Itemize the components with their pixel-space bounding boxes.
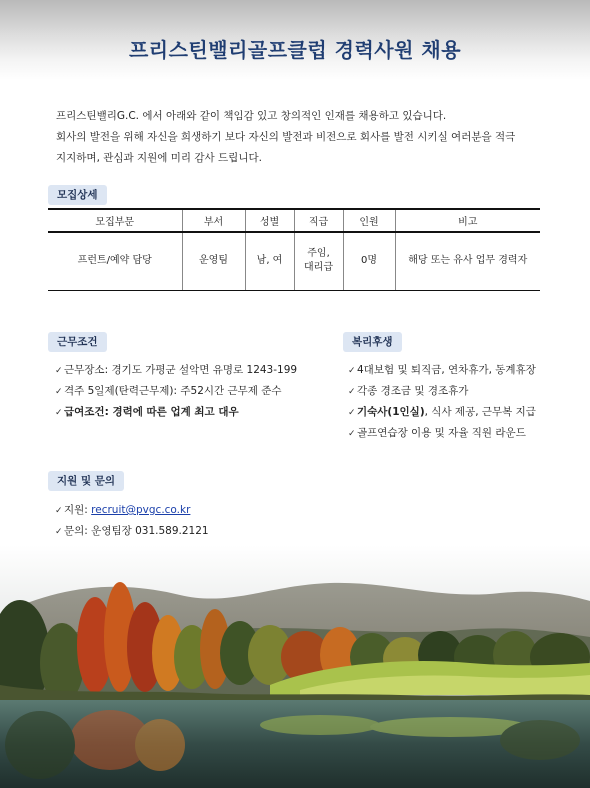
section-heading-conditions: 근무조건 (48, 332, 107, 352)
check-mark-icon: ✓ (55, 387, 63, 397)
intro-line: 프리스틴밸리G.C. 에서 아래와 같이 책임감 있고 창의적인 인재를 채용하고 있습니다. (56, 110, 447, 122)
cell-gender: 남, 여 (245, 232, 294, 290)
conditions-list (55, 360, 297, 423)
check-mark-icon: ✓ (55, 506, 63, 516)
list-item: ✓지원: recruit@pvgc.co.kr (55, 500, 209, 521)
check-mark-icon: ✓ (55, 366, 63, 376)
page-title: 프리스틴밸리골프클럽 경력사원 채용 (128, 38, 462, 62)
recruit-table (48, 208, 540, 291)
column-header: 모집부문 (48, 209, 182, 232)
intro-text (56, 106, 538, 169)
table-row (48, 232, 540, 290)
check-mark-icon: ✓ (348, 408, 356, 418)
cell-rank (294, 232, 343, 290)
check-mark-icon: ✓ (348, 429, 356, 439)
column-header: 비고 (395, 209, 540, 232)
list-item: ✓근무장소: 경기도 가평군 설악면 유명로 1243-199 (55, 360, 297, 381)
rank-line: 대리급 (304, 262, 333, 274)
check-mark-icon: ✓ (348, 366, 356, 376)
email-link[interactable]: recruit@pvgc.co.kr (91, 504, 191, 516)
check-mark-icon: ✓ (55, 527, 63, 537)
golf-course-photo (0, 545, 590, 788)
cell-note: 해당 또는 유사 업무 경력자 (395, 232, 540, 290)
section-heading-recruit: 모집상세 (48, 185, 107, 205)
intro-line: 지지하며, 관심과 지원에 미리 감사 드립니다. (56, 152, 262, 164)
section-heading-apply: 지원 및 문의 (48, 471, 124, 491)
cell-count: 0명 (343, 232, 395, 290)
apply-list (55, 500, 209, 542)
column-header: 인원 (343, 209, 395, 232)
check-mark-icon: ✓ (348, 387, 356, 397)
list-item: ✓격주 5일제(탄력근무제): 주52시간 근무제 준수 (55, 381, 297, 402)
list-item: ✓4대보험 및 퇴직금, 연차휴가, 동계휴장 (348, 360, 536, 381)
list-item: ✓기숙사(1인실), 식사 제공, 근무복 지급 (348, 402, 536, 423)
column-header: 직급 (294, 209, 343, 232)
section-heading-benefits: 복리후생 (343, 332, 402, 352)
list-item: ✓골프연습장 이용 및 자율 직원 라운드 (348, 423, 536, 444)
column-header: 부서 (182, 209, 245, 232)
table-header-row (48, 209, 540, 232)
intro-line: 회사의 발전을 위해 자신을 희생하기 보다 자신의 발전과 비전으로 회사를 발전 시키실 여러분을 적극 (56, 131, 516, 143)
cell-dept: 운영팀 (182, 232, 245, 290)
list-item: ✓각종 경조금 및 경조휴가 (348, 381, 536, 402)
benefits-list (348, 360, 536, 444)
rank-line: 주임, (307, 248, 330, 260)
list-item: ✓문의: 운영팀장 031.589.2121 (55, 521, 209, 542)
check-mark-icon: ✓ (55, 408, 63, 418)
column-header: 성별 (245, 209, 294, 232)
list-item: ✓급여조건: 경력에 따른 업계 최고 대우 (55, 402, 297, 423)
cell-field: 프런트/예약 담당 (48, 232, 182, 290)
landscape-illustration (0, 545, 590, 788)
